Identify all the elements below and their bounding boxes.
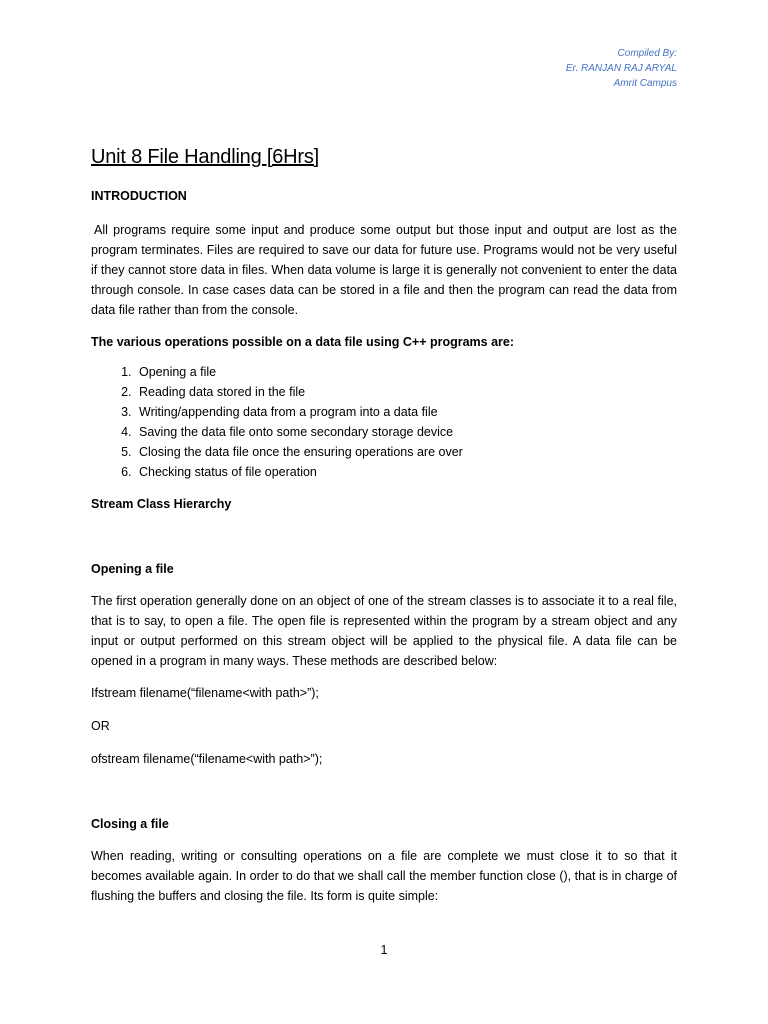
page-number: 1 (380, 943, 388, 957)
ofstream-code-line: ofstream filename(“filename<with path>”); (91, 752, 323, 766)
author-name: Er. RANJAN RAJ ARYAL (565, 63, 677, 74)
document-header (566, 46, 677, 91)
introduction-paragraph: All programs require some input and produce some output but those input and output are lost as the program terminates. Files are required to save our data for future use. Programs would not be very useful if they cannot store data in files. When data volume is large it is generally not convenient to enter the data through console. In case cases data can be stored in a file and then the program can read the data from data file rather than from the console. (91, 223, 677, 317)
list-item: 1. Opening a file (135, 362, 677, 382)
closing-paragraph: When reading, writing or consulting operations on a file are complete we must close it to so that it becomes available again. In order to do that we shall call the member function close (), that is in charge of flushing the buffers and closing the file. Its form is quite simple: (91, 849, 677, 903)
opening-paragraph: The first operation generally done on an object of one of the stream classes is to associate it to a real file, that is to say, to open a file. The open file is represented within the program by a stream object and any input or output performed on this stream object will be applied to the physical file. A data file can be opened in a program in many ways. These methods are described below: (91, 594, 677, 668)
campus-name: Amrit Campus (613, 78, 677, 89)
operations-heading: The various operations possible on a data file using C++ programs are: (91, 335, 515, 349)
list-item: 2. Reading data stored in the file (135, 382, 677, 402)
list-item: 5. Closing the data file once the ensuring operations are over (135, 442, 677, 462)
ifstream-code-line: Ifstream filename(“filename<with path>”); (91, 686, 319, 700)
list-item: 4. Saving the data file onto some secondary storage device (135, 422, 677, 442)
list-item: 6. Checking status of file operation (135, 462, 677, 482)
page-title: Unit 8 File Handling [6Hrs] (91, 146, 320, 168)
stream-hierarchy-heading: Stream Class Hierarchy (91, 497, 232, 511)
or-label: OR (91, 719, 110, 733)
introduction-heading: INTRODUCTION (91, 189, 187, 203)
closing-heading: Closing a file (91, 817, 169, 831)
document-body (91, 144, 677, 906)
operations-list (91, 362, 677, 482)
opening-heading: Opening a file (91, 562, 174, 576)
compiled-by-label: Compiled By: (617, 48, 677, 59)
list-item: 3. Writing/appending data from a program into a data file (135, 402, 677, 422)
